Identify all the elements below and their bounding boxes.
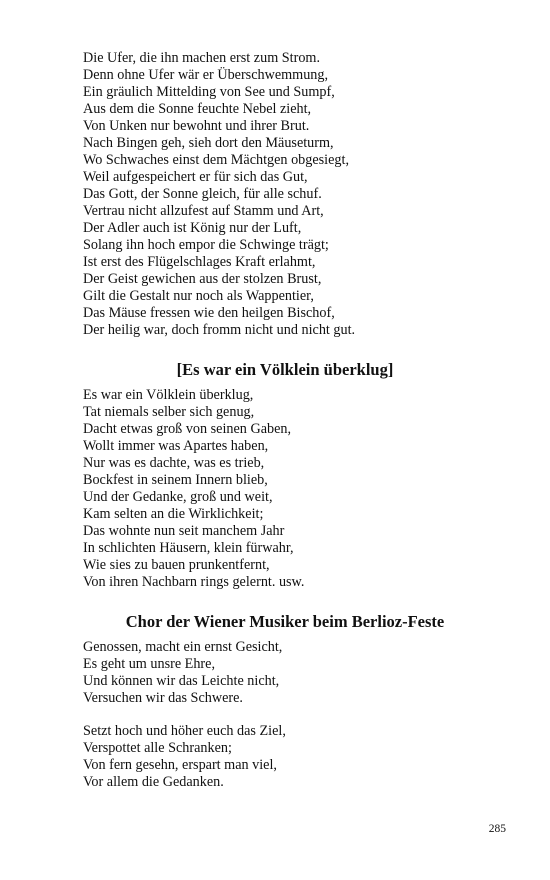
poem-line: Von fern gesehn, erspart man viel, (83, 757, 277, 773)
poem-line: Nur was es dachte, was es trieb, (83, 455, 265, 471)
poem-line: Aus dem die Sonne feuchte Nebel zieht, (83, 101, 312, 117)
poem-line: Von ihren Nachbarn rings gelernt. usw. (83, 574, 305, 590)
poem-line: Gilt die Gestalt nur noch als Wappentier, (83, 288, 314, 304)
poem-line: Der Geist gewichen aus der stolzen Brust, (83, 271, 322, 287)
poem-line: Wo Schwaches einst dem Mächtgen obgesiegt, (83, 152, 349, 168)
poem-line: Solang ihn hoch empor die Schwinge trägt; (83, 237, 329, 253)
poem-line: Von Unken nur bewohnt und ihrer Brut. (83, 118, 310, 134)
poem-line: Das Gott, der Sonne gleich, für alle schuf. (83, 186, 322, 202)
poem-line: Der heilig war, doch fromm nicht und nicht gut. (83, 322, 356, 338)
poem-line: Dacht etwas groß von seinen Gaben, (83, 421, 292, 437)
poem-1-stanza (83, 50, 483, 339)
poem-line: Das Mäuse fressen wie den heilgen Bischof, (83, 305, 335, 321)
page-number: 285 (488, 823, 506, 835)
poem-line: Vor allem die Gedanken. (83, 774, 224, 790)
poem-line: Wollt immer was Apartes haben, (83, 438, 269, 454)
poem-3-stanza-1 (83, 639, 483, 707)
poem-line: Und können wir das Leichte nicht, (83, 673, 280, 689)
poem-line: Der Adler auch ist König nur der Luft, (83, 220, 302, 236)
poem-2-title: [Es war ein Völklein überklug] (176, 360, 394, 379)
poem-line: Versuchen wir das Schwere. (83, 690, 243, 706)
poem-line: Setzt hoch und höher euch das Ziel, (83, 723, 286, 739)
poem-2-stanza (83, 387, 483, 591)
poem-line: Bockfest in seinem Innern blieb, (83, 472, 268, 488)
poem-line: Verspottet alle Schranken; (83, 740, 232, 756)
poem-line: Kam selten an die Wirklichkeit; (83, 506, 264, 522)
poem-line: In schlichten Häusern, klein fürwahr, (83, 540, 294, 556)
poem-line: Es geht um unsre Ehre, (83, 656, 215, 672)
poem-line: Tat niemals selber sich genug, (83, 404, 255, 420)
poem-line: Und der Gedanke, groß und weit, (83, 489, 273, 505)
poem-line: Weil aufgespeichert er für sich das Gut, (83, 169, 308, 185)
poem-3-title: Chor der Wiener Musiker beim Berlioz-Feste (125, 612, 445, 631)
poem-line: Es war ein Völklein überklug, (83, 387, 254, 403)
poem-line: Ein gräulich Mittelding von See und Sumpf, (83, 84, 335, 100)
poem-line: Vertrau nicht allzufest auf Stamm und Art, (83, 203, 324, 219)
poem-line: Genossen, macht ein ernst Gesicht, (83, 639, 283, 655)
poem-line: Das wohnte nun seit manchem Jahr (83, 523, 285, 539)
poem-line: Die Ufer, die ihn machen erst zum Strom. (83, 50, 321, 66)
poem-line: Wie sies zu bauen prunkentfernt, (83, 557, 270, 573)
poem-line: Denn ohne Ufer wär er Überschwemmung, (83, 67, 329, 83)
poem-line: Nach Bingen geh, sieh dort den Mäuseturm, (83, 135, 334, 151)
poem-3-stanza-2 (83, 723, 483, 791)
poem-line: Ist erst des Flügelschlages Kraft erlahmt, (83, 254, 316, 270)
